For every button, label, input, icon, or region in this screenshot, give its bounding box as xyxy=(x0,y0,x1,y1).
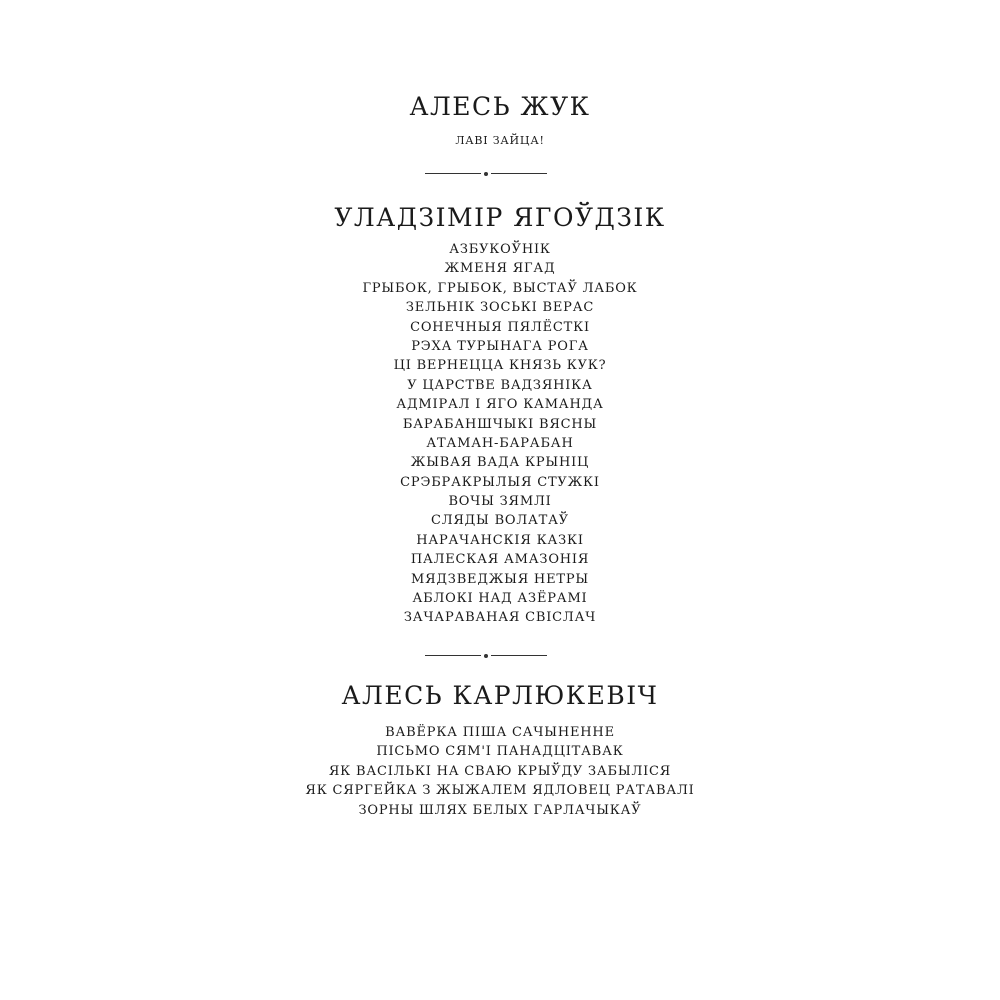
story-title: АЗБУКОЎНІК xyxy=(449,242,551,257)
divider-line xyxy=(491,655,547,656)
story-title: ГРЫБОК, ГРЫБОК, ВЫСТАЎ ЛАБОК xyxy=(362,280,638,296)
divider-line xyxy=(491,173,547,174)
titles-list-yagoudzik xyxy=(0,240,1000,628)
story-title: ПІСЬМО СЯМ'І ПАНАДЦІТАВАК xyxy=(376,744,624,760)
story-title: ВОЧЫ ЗЯМЛІ xyxy=(448,494,552,510)
story-title: АТАМАН-БАРАБАН xyxy=(426,435,574,451)
divider-dot-icon xyxy=(484,654,488,658)
ornament-divider xyxy=(425,169,547,178)
story-title: ПАЛЕСКАЯ АМАЗОНІЯ xyxy=(410,552,590,568)
story-title: ЯК СЯРГЕЙКА З ЖЫЖАЛЕМ ЯДЛОВЕЦ РАТАВАЛІ xyxy=(305,783,695,799)
story-title: ЖЫВАЯ ВАДА КРЫНІЦ xyxy=(410,455,590,471)
titles-list-karlyukevich xyxy=(0,723,1000,820)
divider-line xyxy=(425,655,481,656)
story-title: ЯК ВАСІЛЬКІ НА СВАЮ КРЫЎДУ ЗАБЫЛІСЯ xyxy=(328,763,672,779)
story-title: СОНЕЧНЫЯ ПЯЛЁСТКІ xyxy=(410,319,590,335)
story-title: ЗЕЛЬНІК ЗОСЬКІ ВЕРАС xyxy=(405,300,595,316)
story-title: ЦІ ВЕРНЕЦЦА КНЯЗЬ КУК? xyxy=(393,358,607,374)
story-title: РЭХА ТУРЫНАГА РОГА xyxy=(411,338,589,354)
story-title: НАРАЧАНСКІЯ КАЗКІ xyxy=(416,532,584,548)
divider-line xyxy=(425,173,481,174)
story-title: СЛЯДЫ ВОЛАТАЎ xyxy=(430,513,569,529)
author-heading-karlyukevich: АЛЕСЬ КАРЛЮКЕВІЧ xyxy=(341,681,659,710)
story-title: СРЭБРАКРЫЛЫЯ СТУЖКІ xyxy=(400,474,600,490)
story-title: ЛАВІ ЗАЙЦА! xyxy=(455,134,545,147)
story-title: БАРАБАНШЧЫКІ ВЯСНЫ xyxy=(402,416,598,432)
story-title: ЗАЧАРАВАНАЯ СВІСЛАЧ xyxy=(403,610,597,626)
author-heading-yagoudzik: УЛАДЗІМІР ЯГОЎДЗІК xyxy=(334,203,666,232)
story-title: ЗОРНЫ ШЛЯХ БЕЛЫХ ГАРЛАЧЫКАЎ xyxy=(358,802,642,818)
author-heading-zhuk: АЛЕСЬ ЖУК xyxy=(409,92,591,121)
story-title: АДМІРАЛ І ЯГО КАМАНДА xyxy=(396,397,604,413)
story-title: У ЦАРСТВЕ ВАДЗЯНІКА xyxy=(407,377,593,393)
story-title: ЖМЕНЯ ЯГАД xyxy=(444,261,556,277)
story-title: МЯДЗВЕДЖЫЯ НЕТРЫ xyxy=(411,571,589,587)
story-title: АБЛОКІ НАД АЗЁРАМІ xyxy=(412,591,588,607)
ornament-divider xyxy=(425,651,547,660)
story-title: ВАВЁРКА ПІША САЧЫНЕННЕ xyxy=(385,725,615,740)
divider-dot-icon xyxy=(484,172,488,176)
